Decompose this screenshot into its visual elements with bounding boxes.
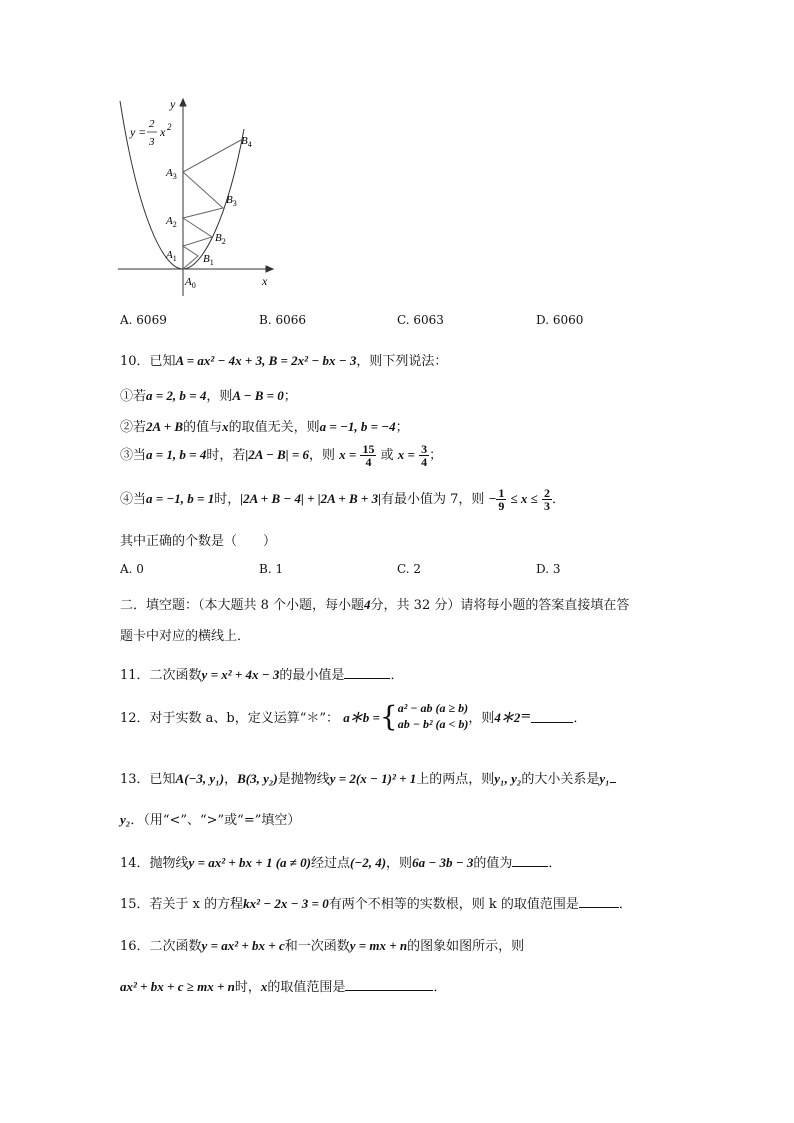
q10-expr: A = ax² − 4x + 3, B = 2x² − bx − 3 [175,353,357,368]
q15 [120,893,632,912]
q12-lhs: a＊b = [343,710,380,725]
q14-mid2: ，则 [386,856,413,871]
q14-answer-blank[interactable] [512,854,548,867]
point-B1: $B_1$ [203,253,214,267]
q15-answer-blank[interactable] [579,895,619,908]
q15-expr: kx² − 2x − 3 = 0 [243,896,329,911]
point-B4: $B_4$ [241,135,252,149]
q10-s1-end: ； [283,389,297,404]
q10-s3-mid2: ，则 [309,448,336,463]
q12-eq: = [520,709,532,724]
q11-end: ． [390,668,404,683]
q16-var: x [260,979,268,994]
point-B3: $B_3$ [226,194,237,208]
point-B2: $B_2$ [215,232,226,246]
q10-s3-den2: 4 [421,455,428,469]
q13-point-a: A(−3, y₁) [175,771,225,786]
q14-mid: 经过点 [310,856,350,871]
q13-vars: y₁, y₂ [494,771,522,786]
q13-mid2: 上的两点，则 [416,772,495,787]
q10-s2-var: x [222,419,229,434]
q10-s4-num2: 2 [543,486,550,500]
q10-statement-2 [120,416,409,435]
q16-end: ． [433,980,447,995]
q10-s4-mid1: 时， [214,492,241,507]
q10-s3-x1: x = [339,447,357,462]
q10-stem [120,350,447,369]
q10-s4-neg: − [488,491,497,506]
q10-s1-cond: a = 2, b = 4 [146,388,207,403]
section2-heading [120,594,629,613]
q9-option-b[interactable]: B. 6066 [259,313,306,327]
curve-label-den: 3 [149,136,155,148]
q13-prefix: 13．已知 [120,772,176,787]
q10-question: 其中正确的个数是（ ） [120,534,277,549]
q10-s2-mid1: 的值与 [183,420,223,435]
section2-text-b: 分，共 32 分）请将每小题的答案直接填在答 [370,598,630,613]
q14-end: ． [548,856,562,871]
q10-s4-frac2 [542,487,552,512]
q10-s3-abs: |2A − B| = 6 [245,447,309,462]
q10-s3-cond: a = 1, b = 4 [146,447,207,462]
q14-point: (−2, 4) [350,855,387,870]
q10-s4-den1: 9 [498,499,505,513]
q12-answer-blank[interactable] [531,710,573,723]
q13-answer-blank[interactable] [610,770,616,783]
q12-brace: { [379,700,398,733]
q12-expr: 4＊2 [494,710,521,725]
q10-s4-mid2: 有最小值为 7，则 [380,492,485,507]
q10-suffix: ，则下列说法： [356,354,448,369]
curve-label-x: x [160,125,166,139]
q13-line2 [120,809,300,828]
q10-s4-prefix: ④当 [120,492,147,507]
q10-statement-3 [120,443,442,468]
q10-s1-prefix: ①若 [120,389,147,404]
curve-label-y: y [130,125,136,139]
q9-option-d[interactable]: D. 6060 [536,313,584,327]
q10-s3-den1: 4 [365,455,372,469]
q13-parabola: y = 2(x − 1)² + 1 [329,771,417,786]
q16-prefix: 16．二次函数 [120,939,202,954]
q10-s4-abs: |2A + B − 4| + |2A + B + 3| [240,491,381,506]
curve-label-num: 2 [149,118,155,130]
q10-s4-cond: a = −1, b = 1 [146,491,215,506]
q10-s4-den2: 3 [543,499,550,513]
q10-option-a[interactable]: A. 0 [120,562,144,576]
curve-label-eq: = [138,125,147,139]
q10-s2-concl: a = −1, b = −4 [319,419,396,434]
q10-s2-prefix: ②若 [120,420,147,435]
q12-prefix: 12．对于实数 a、b，定义运算“＊”： [120,711,340,726]
q10-s3-mid1: 时，若 [206,448,246,463]
q10-s1-concl: A − B = 0 [232,388,284,403]
q13-y1: y₁ [599,771,610,786]
x-axis-arrow [266,266,273,272]
q16-mid: 和一次函数 [284,939,350,954]
q10-s2-end: ； [395,420,409,435]
q11-expr: y = x² + 4x − 3 [201,667,280,682]
q10-s2-mid2: 的取值无关，则 [228,420,320,435]
q9-option-a[interactable]: A. 6069 [120,313,167,327]
point-A0: $A_0$ [185,276,196,290]
q10-s4-ineq: ≤ x ≤ [510,491,538,506]
q14-suffix: 的值为 [473,856,513,871]
q10-prefix: 10．已知 [120,354,176,369]
q12-end: ． [573,711,587,726]
q10-s4-end: ． [551,492,565,507]
q13 [120,768,616,787]
q14-expr: y = ax² + bx + 1 (a ≠ 0) [188,855,311,870]
q15-prefix: 15．若关于 x 的方程 [120,897,244,912]
q13-mid3: 的大小关系是 [521,772,600,787]
q13-y2: y₂ [120,812,131,827]
q16-cond: ax² + bx + c ≥ mx + n [120,979,235,994]
q10-s4-num1: 1 [498,486,505,500]
q10-option-c[interactable]: C. 2 [397,562,422,576]
q13-mid1: 是抛物线 [277,772,330,787]
q16-mid2: 时， [234,980,261,995]
axis-label-y: y [170,97,176,111]
q11-suffix: 的最小值是 [279,668,345,683]
q12-cases [398,701,469,732]
q12-mid: ，则 [468,711,495,726]
q10-s3-num2: 3 [421,442,428,456]
axis-label-x: x [262,274,268,288]
q14 [120,852,561,871]
section2-heading-line2: 题卡中对应的横线上． [120,629,251,644]
point-A1: $A_1$ [166,249,177,263]
q11 [120,664,403,683]
point-A3: $A_3$ [166,167,177,181]
q10-s3-or: 或 [380,448,394,463]
q14-prefix: 14．抛物线 [120,856,189,871]
parabola-figure [118,96,288,296]
y-axis-arrow [180,99,186,106]
q16-f2: y = mx + n [349,938,408,953]
q13-hint: ．（用“<”、“>”或“=”填空） [130,813,301,828]
q14-target: 6a − 3b − 3 [412,855,474,870]
q16-suffix: 的图象如图所示，则 [407,939,525,954]
q16-answer-blank[interactable] [345,978,433,991]
q10-s3-x2: x = [397,447,415,462]
q12-case1: a² − ab (a ≥ b) [397,700,469,715]
q10-s1-mid: ，则 [206,389,233,404]
q10-s4-frac1 [496,487,506,512]
q16 [120,935,524,954]
q10-s3-end: ； [429,448,443,463]
q15-suffix: 有两个不相等的实数根，则 k 的取值范围是 [328,897,579,912]
curve-label-exp: 2 [167,122,172,132]
section2-num: 4 [364,597,371,612]
point-A2: $A_2$ [166,215,177,229]
q16-f1: y = ax² + bx + c [201,938,285,953]
q10-s3-frac1 [360,443,376,468]
q15-end: ． [618,897,632,912]
q10-option-d[interactable]: D. 3 [536,562,561,576]
section2-text-a: 二．填空题：（本大题共 8 个小题，每小题 [120,598,365,613]
q16-suffix2: 的取值范围是 [267,980,346,995]
q10-s3-frac2 [419,443,429,468]
q11-answer-blank[interactable] [344,666,390,679]
q10-statement-1 [120,385,297,404]
q12 [120,700,586,733]
q10-option-b[interactable]: B. 1 [259,562,284,576]
q10-s2-expr: 2A + B [146,419,184,434]
q13-point-b: B(3, y₂) [237,771,278,786]
q10-statement-4 [120,487,565,512]
q13-sep: ， [224,772,238,787]
q10-s3-prefix: ③当 [120,448,147,463]
q16-line2 [120,976,446,995]
q10-s3-num1: 15 [362,442,375,456]
q9-option-c[interactable]: C. 6063 [397,313,444,327]
q11-prefix: 11．二次函数 [120,668,202,683]
q12-case2: ab − b² (a < b) [397,716,469,731]
